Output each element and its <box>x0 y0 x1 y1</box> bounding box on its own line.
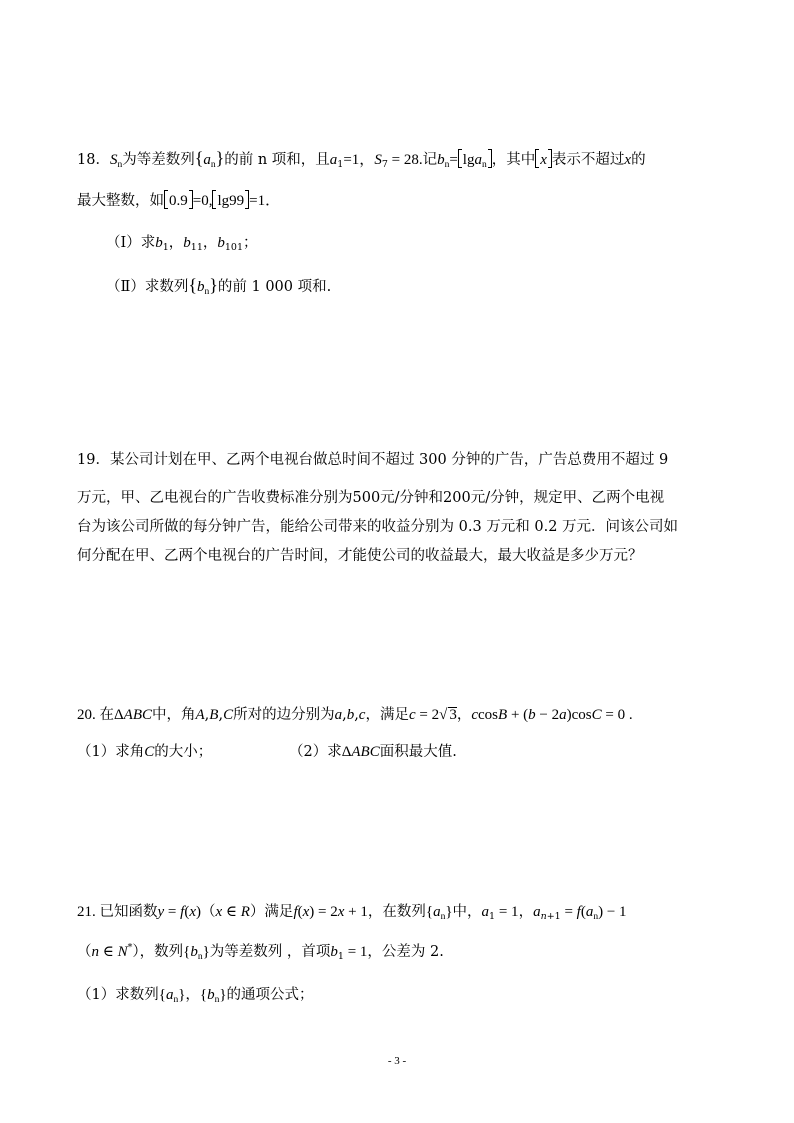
q21-text-6: ， <box>518 904 534 920</box>
q21-text-5: 中， <box>452 904 482 920</box>
q21-text-4: ，在数列 <box>367 904 426 920</box>
q21-number: 21. <box>77 904 100 920</box>
q18-example-2: lg99 <box>217 193 245 209</box>
q21-part1-tail: 的通项公式； <box>226 987 314 1003</box>
q18-part1: （Ⅰ）求$b_1$，$b_{11}$，$b_{101}$； <box>106 235 258 253</box>
q18-number: 18． <box>77 152 110 168</box>
q18-example-1-value: =0, <box>192 193 213 209</box>
q18-text-2: 的前 n 项和，且 <box>224 152 330 168</box>
q19-line2: 万元，甲、乙电视台的广告收费标准分别为500元/分钟和200元/分钟，规定甲、乙两个电视 <box>77 490 665 506</box>
q20-text-5: ， <box>456 707 472 723</box>
q21-part1: （1）求数列$\{a_n\}$，$\{b_n\}$的通项公式； <box>77 987 314 1005</box>
q20-part2: （2）求ΔABC面积最大值. <box>289 744 457 760</box>
q21-text-1: 已知函数 <box>99 904 158 920</box>
q19-line3: 台为该公司所做的每分钟广告，能给公司带来的收益分别为 0.3 万元和 0.2 万元．问该公司如 <box>77 519 679 535</box>
q18-a1-eq: =1， <box>343 152 375 168</box>
q18-text-5: 表示不超过 <box>551 152 625 168</box>
q18-line2-text: 最大整数，如 <box>77 193 164 209</box>
q18-part2-tail: 的前 1 000 项和. <box>217 279 332 295</box>
q18-line1: 18．$S_n$为等差数列$\{a_n\}$的前 n 项和，且$a_1=1$，$S_7 = 28$.记$b_n= \lg a_n$ ，其中 x 表示不超过x的 <box>77 148 646 170</box>
q21-l2-d: ，公差为 2. <box>367 944 444 960</box>
page-number: - 3 - <box>387 1055 407 1067</box>
q20-part2-tail: 面积最大值. <box>379 744 457 760</box>
q18-part2-label: （Ⅱ）求数列 <box>106 279 189 295</box>
q18-part1-tail: ； <box>243 235 258 251</box>
q18-text-3: 记 <box>422 152 438 168</box>
q21-l2-a: （ <box>77 944 92 960</box>
q20-text-3: 所对的边分别为 <box>233 707 335 723</box>
q20-text-1: 在 <box>99 707 114 723</box>
q18-example-1: 0.9 <box>169 193 188 209</box>
q21-line1: 21. 已知函数y = f(x)（x ∈ R）满足f(x) = 2x + 1，在数列$\{a_n\}$中，$a_1 = 1$，$a_{n+1} = f(a_n) - 1$ <box>77 904 627 922</box>
q21-text-3: ）满足 <box>249 904 294 920</box>
q20-part1-tail: 的大小； <box>154 744 213 760</box>
q18-line2 <box>77 190 280 211</box>
q20-line1: 20. 在ΔABC中，角A,B,C所对的边分别为a,b,c，满足c = 2√ 3，ccosB + (b − 2a)cosC = 0 . <box>77 707 633 723</box>
q21-l2-c: 为等差数列 ，首项 <box>209 944 331 960</box>
q20-part1: （1）求角C的大小； <box>77 744 213 760</box>
q20-text-2: 中，角 <box>152 707 196 723</box>
q18-s7-eq: = 28. <box>387 152 423 168</box>
q19-line4: 何分配在甲、乙两个电视台的广告时间，才能使公司的收益最大，最大收益是多少万元？ <box>77 548 643 564</box>
q18-text-1: 为等差数列 <box>122 152 195 168</box>
q21-part1-label: （1）求数列 <box>77 987 159 1003</box>
q20-part1-label: （1）求角 <box>77 744 145 760</box>
q21-l2-b: ），数列 <box>132 944 184 960</box>
q18-text-6: 的 <box>631 152 646 168</box>
q18-example-2-value: =1． <box>249 193 281 209</box>
q18-part2: （Ⅱ）求数列$\{b_n\}$的前 1 000 项和. <box>106 275 332 297</box>
q20-part2-label: （2）求 <box>289 744 342 760</box>
q21-part1-mid: ， <box>185 987 200 1003</box>
q18-text-4: ，其中 <box>491 152 536 168</box>
q18-part1-label: （Ⅰ）求 <box>106 235 156 251</box>
q20-text-4: ，满足 <box>365 707 409 723</box>
q21-text-2: （ <box>200 904 216 920</box>
q19-line1: 19．某公司计划在甲、乙两个电视台做总时间不超过 300 分钟的广告，广告总费用不超过 9 <box>77 452 669 468</box>
q21-line2: （n ∈ N*），数列$\{b_n\}$为等差数列 ，首项$b_1 = 1$，公差为 2. <box>77 942 444 962</box>
q20-number: 20. <box>77 707 100 723</box>
